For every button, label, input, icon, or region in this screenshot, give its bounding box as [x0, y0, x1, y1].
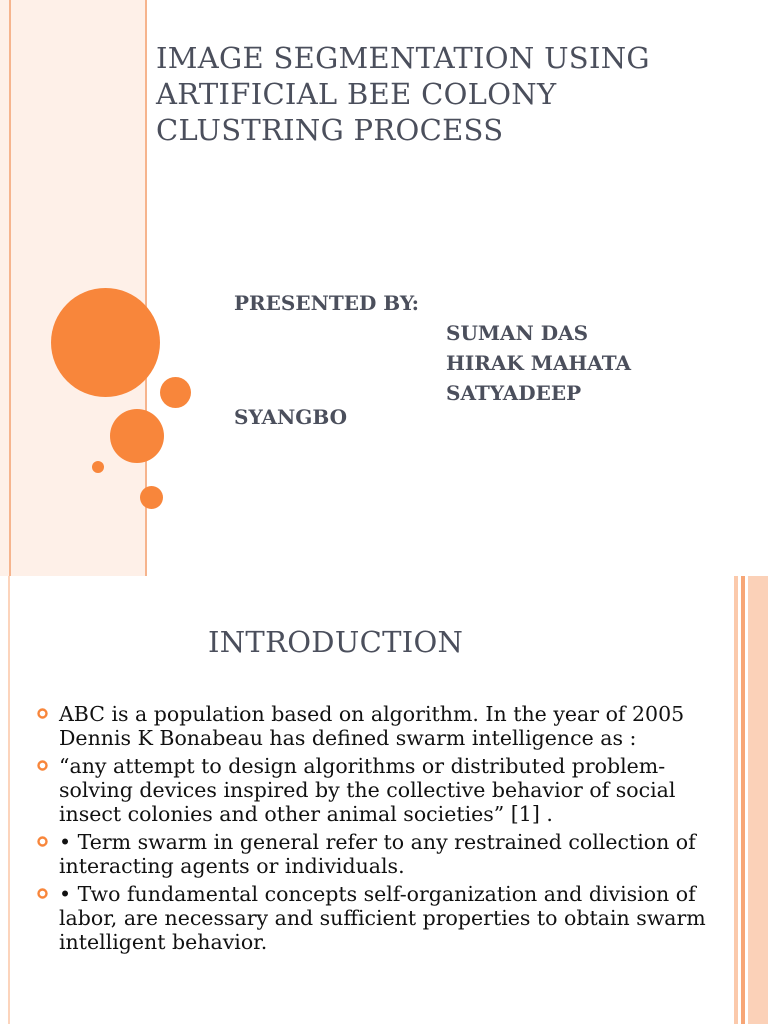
medium-orange-circle-icon: [110, 409, 164, 463]
decorative-line: [8, 576, 10, 1024]
small-orange-circle-icon: [140, 486, 163, 509]
slide-title: INTRODUCTION: [208, 625, 464, 659]
list-item: [36, 702, 736, 750]
orange-ring-bullet-icon: [37, 836, 48, 847]
list-item: [36, 882, 736, 954]
orange-ring-bullet-icon: [37, 760, 48, 771]
large-orange-circle-icon: [51, 288, 160, 397]
left-decorative-band: [0, 0, 145, 576]
presented-by-label: PRESENTED BY:: [234, 291, 420, 315]
list-item: [36, 830, 736, 878]
list-item-text: “any attempt to design algorithms or distributed problem-solving devices inspired by the collective behavior of social insect colonies and other animal societies” [1] .: [59, 754, 676, 826]
orange-ring-bullet-icon: [37, 888, 48, 899]
presenter-name: SYANGBO: [234, 405, 348, 429]
decorative-stripe: [748, 576, 768, 1024]
list-item-text: • Term swarm in general refer to any restrained collection of interacting agents or individuals.: [59, 830, 696, 878]
introduction-slide: [0, 576, 768, 1024]
presentation-title: IMAGE SEGMENTATION USING ARTIFICIAL BEE COLONY CLUSTRING PROCESS: [156, 41, 650, 147]
tiny-orange-circle-icon: [92, 461, 104, 473]
list-item: [36, 754, 736, 826]
presenter-name: SATYADEEP: [446, 381, 582, 405]
presenter-name: HIRAK MAHATA: [446, 351, 632, 375]
list-item-text: ABC is a population based on algorithm. In the year of 2005 Dennis K Bonabeau has defined swarm intelligence as :: [59, 702, 685, 750]
presenter-name: SUMAN DAS: [446, 321, 589, 345]
list-item-text: • Two fundamental concepts self-organization and division of labor, are necessary and sufficient properties to obtain swarm intelligent behavior.: [59, 882, 706, 954]
bullet-list: [36, 702, 736, 958]
decorative-line: [9, 0, 11, 576]
small-orange-circle-icon: [160, 377, 191, 408]
orange-ring-bullet-icon: [37, 708, 48, 719]
decorative-stripe: [741, 576, 745, 1024]
